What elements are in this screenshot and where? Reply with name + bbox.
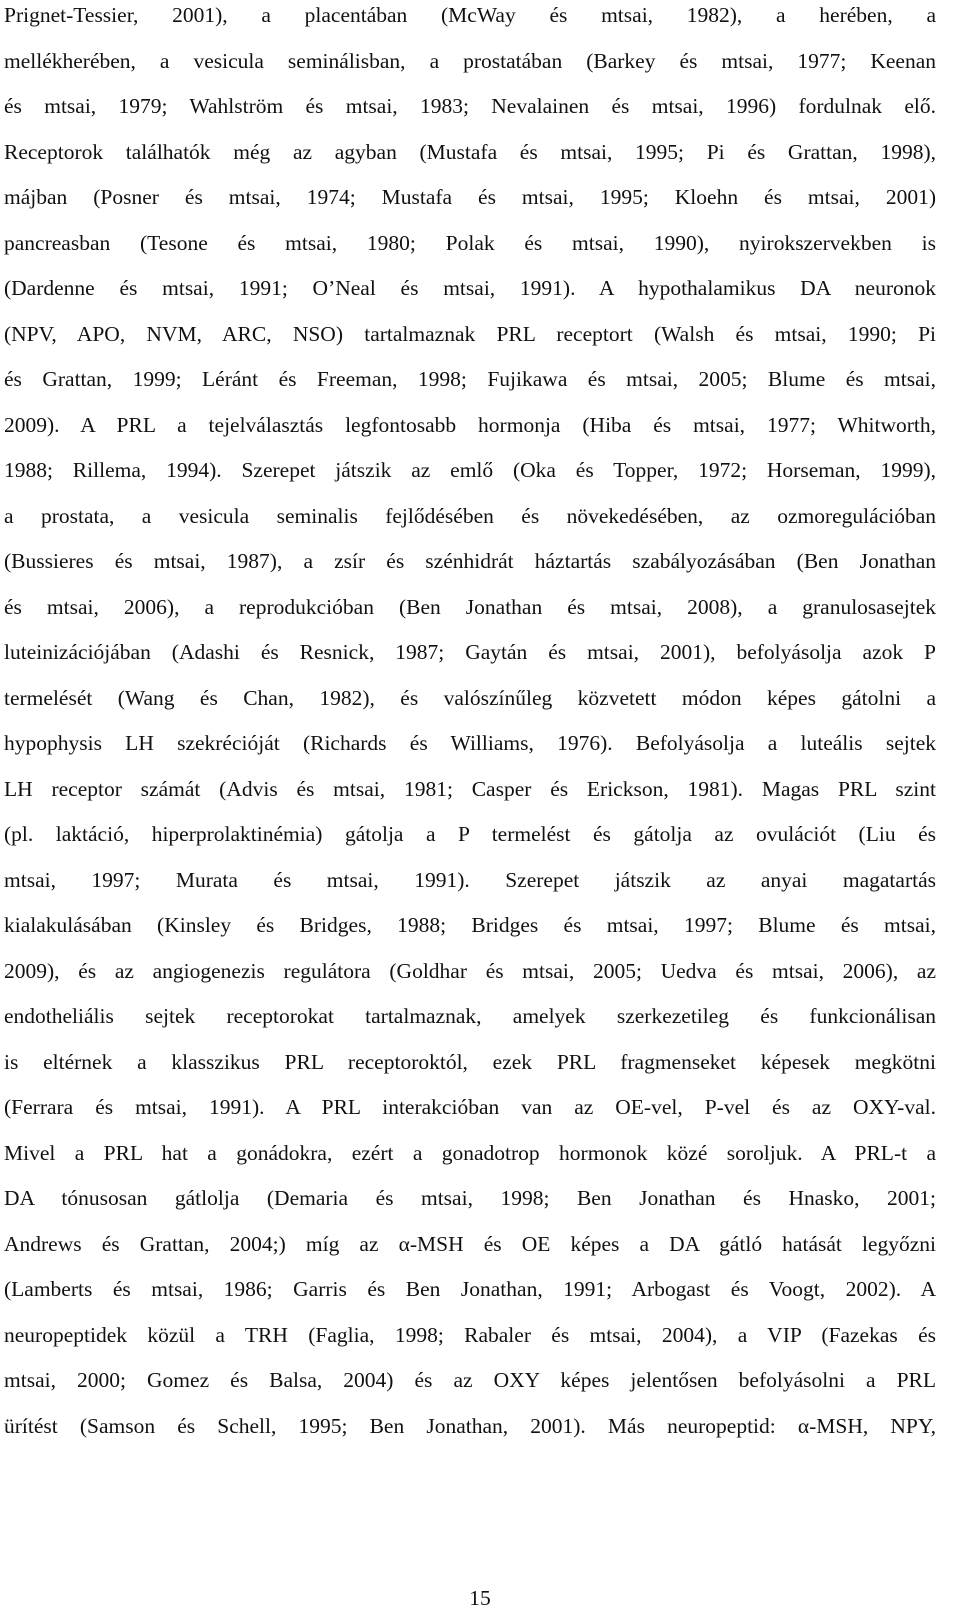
document-body-text	[4, 0, 936, 1456]
text-line: (Dardenne és mtsai, 1991; O’Neal és mtsai, 1991). A hypothalamikus DA neuronok	[4, 276, 936, 300]
text-line: 1988; Rillema, 1994). Szerepet játszik az emlő (Oka és Topper, 1972; Horseman, 1999),	[4, 458, 936, 482]
text-line: hypophysis LH szekrécióját (Richards és Williams, 1976). Befolyásolja a luteális sejtek	[4, 731, 936, 755]
text-line: Andrews és Grattan, 2004;) míg az α-MSH és OE képes a DA gátló hatását legyőzni	[4, 1231, 936, 1256]
text-line: ürítést (Samson és Schell, 1995; Ben Jonathan, 2001). Más neuropeptid: α-MSH, NPY,	[4, 1413, 936, 1438]
text-line: 2009), és az angiogenezis regulátora (Goldhar és mtsai, 2005; Uedva és mtsai, 2006), az	[4, 958, 936, 983]
text-line: (Bussieres és mtsai, 1987), a zsír és szénhidrát háztartás szabályozásában (Ben Jonathan	[4, 549, 936, 573]
text-line: és mtsai, 2006), a reprodukcióban (Ben Jonathan és mtsai, 2008), a granulosasejtek	[4, 594, 936, 619]
text-line: mtsai, 2000; Gomez és Balsa, 2004) és az OXY képes jelentősen befolyásolni a PRL	[4, 1368, 936, 1392]
text-line: mellékherében, a vesicula seminálisban, a prostatában (Barkey és mtsai, 1977; Keenan	[4, 48, 936, 73]
text-line: (Lamberts és mtsai, 1986; Garris és Ben Jonathan, 1991; Arbogast és Voogt, 2002). A	[4, 1277, 936, 1301]
text-line: endotheliális sejtek receptorokat tartalmaznak, amelyek szerkezetileg és funkcionálisan	[4, 1004, 936, 1028]
text-line: 2009). A PRL a tejelválasztás legfontosabb hormonja (Hiba és mtsai, 1977; Whitworth,	[4, 412, 936, 437]
text-line: LH receptor számát (Advis és mtsai, 1981; Casper és Erickson, 1981). Magas PRL szint	[4, 776, 936, 801]
text-line: és mtsai, 1979; Wahlström és mtsai, 1983; Nevalainen és mtsai, 1996) fordulnak elő.	[4, 94, 936, 118]
text-line: Receptorok találhatók még az agyban (Mustafa és mtsai, 1995; Pi és Grattan, 1998),	[4, 139, 936, 164]
page-number: 15	[469, 1586, 491, 1610]
text-line: pancreasban (Tesone és mtsai, 1980; Polak és mtsai, 1990), nyirokszervekben is	[4, 230, 936, 255]
text-line: is eltérnek a klasszikus PRL receptoroktól, ezek PRL fragmenseket képesek megkötni	[4, 1049, 936, 1074]
text-line: mtsai, 1997; Murata és mtsai, 1991). Szerepet játszik az anyai magatartás	[4, 867, 936, 892]
text-line: luteinizációjában (Adashi és Resnick, 1987; Gaytán és mtsai, 2001), befolyásolja azok P	[4, 640, 936, 664]
text-line: májban (Posner és mtsai, 1974; Mustafa és mtsai, 1995; Kloehn és mtsai, 2001)	[4, 185, 936, 209]
text-line: Mivel a PRL hat a gonádokra, ezért a gonadotrop hormonok közé soroljuk. A PRL-t a	[4, 1140, 936, 1165]
text-line: (NPV, APO, NVM, ARC, NSO) tartalmaznak PRL receptort (Walsh és mtsai, 1990; Pi	[4, 321, 936, 346]
text-line: Prignet-Tessier, 2001), a placentában (McWay és mtsai, 1982), a herében, a	[4, 3, 936, 27]
text-line: (pl. laktáció, hiperprolaktinémia) gátolja a P termelést és gátolja az ovulációt (Liu és	[4, 822, 936, 846]
text-line: és Grattan, 1999; Léránt és Freeman, 1998; Fujikawa és mtsai, 2005; Blume és mtsai,	[4, 367, 936, 391]
text-line: termelését (Wang és Chan, 1982), és valószínűleg közvetett módon képes gátolni a	[4, 685, 936, 710]
text-line: kialakulásában (Kinsley és Bridges, 1988; Bridges és mtsai, 1997; Blume és mtsai,	[4, 913, 936, 937]
text-line: neuropeptidek közül a TRH (Faglia, 1998; Rabaler és mtsai, 2004), a VIP (Fazekas és	[4, 1322, 936, 1347]
text-line: DA tónusosan gátlolja (Demaria és mtsai, 1998; Ben Jonathan és Hnasko, 2001;	[4, 1186, 936, 1210]
text-line: a prostata, a vesicula seminalis fejlődésében és növekedésében, az ozmoregulációban	[4, 503, 936, 528]
text-line: (Ferrara és mtsai, 1991). A PRL interakcióban van az OE-vel, P-vel és az OXY-val.	[4, 1095, 936, 1119]
